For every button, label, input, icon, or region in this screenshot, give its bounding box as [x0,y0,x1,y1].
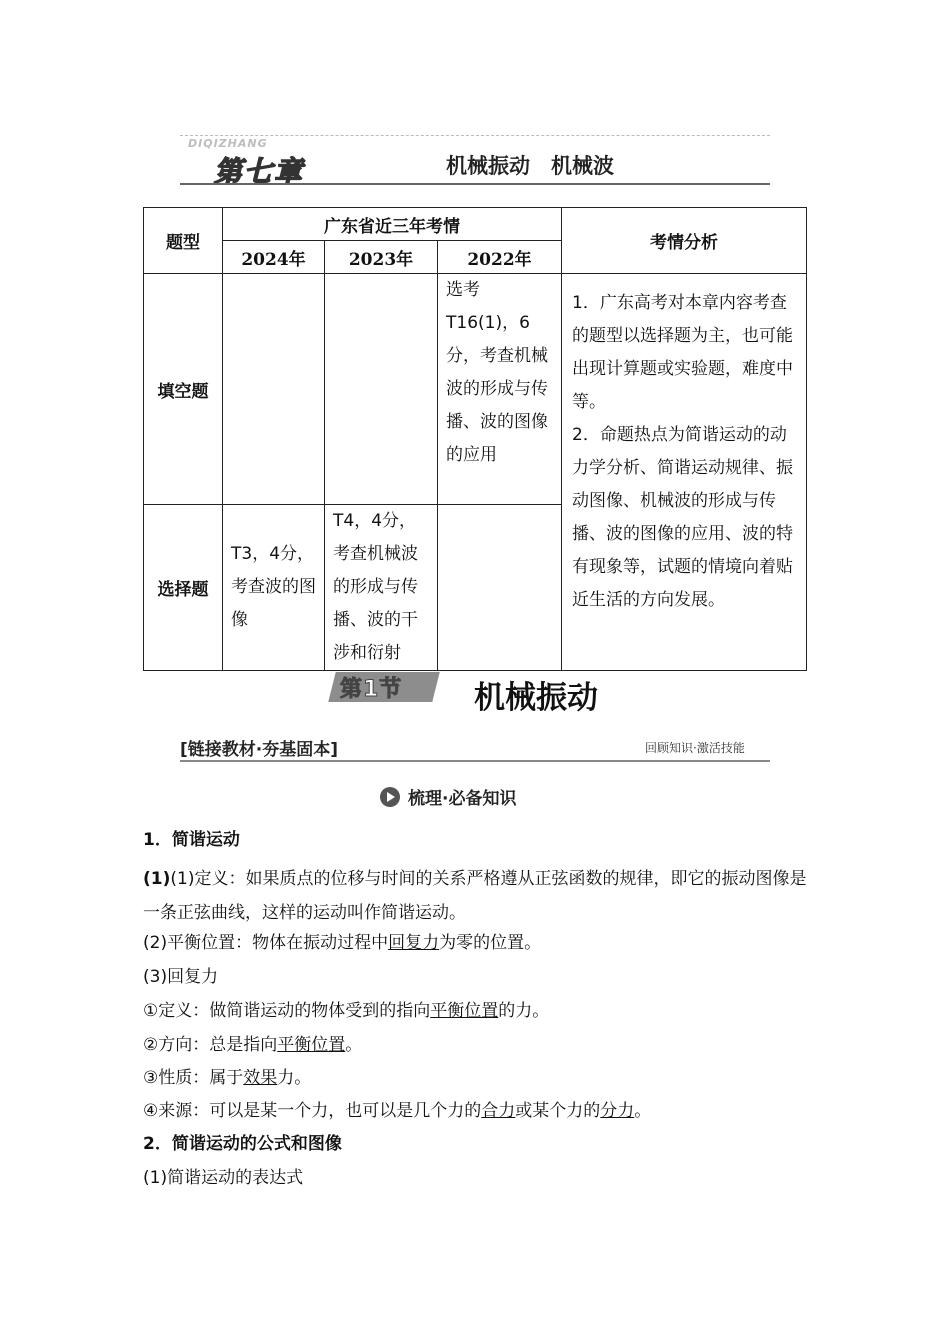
heading-formula-graph: 2．简谐运动的公式和图像 [143,1134,342,1154]
p2-pre: (2)平衡位置：物体在振动过程中 [143,933,389,953]
para-definition: (1)(1)定义：如果质点的位移与时间的关系严格遵从正弦函数的规律，即它的振动图像是一条正弦曲线，这样的运动叫作简谐运动。 [143,869,807,923]
exam-analysis-table [143,207,807,671]
p6-pre: ③性质：属于 [143,1068,244,1088]
blank-restoring-force: 回复力 [388,933,440,953]
chapter-pinyin: DIQIZHANG [188,137,268,150]
cell-choice-2022 [438,505,562,671]
cell-choice-2024: T3，4分，考查波的图像 [223,505,325,671]
blank-component-force: 分力 [600,1101,635,1121]
cell-fill-2022: 选考T16(1)，6分，考查机械波的形成与传播、波的图像的应用 [438,274,562,505]
play-circle-icon [380,787,400,807]
p4-pre: ①定义：做简谐运动的物体受到的指向 [143,1001,431,1021]
p4-post: 的力。 [498,1001,550,1021]
para-expression: (1)简谐运动的表达式 [143,1168,304,1188]
p5-post: 。 [345,1035,363,1055]
row-type-choice: 选择题 [144,505,223,671]
analysis-point-2: 2．命题热点为简谐运动的动力学分析、简谐运动规律、振动图像、机械波的形成与传播、波的图像的应用、波的特有现象等，试题的情境向着贴近生活的方向发展。 [572,425,793,610]
para-rf-definition [143,999,808,1023]
header-year-2023: 2023年 [325,241,438,274]
p5-pre: ②方向：总是指向 [143,1035,278,1055]
p7-post: 。 [634,1101,652,1121]
cell-fill-2023 [325,274,438,505]
cell-choice-2023: T4，4分，考查机械波的形成与传播、波的干涉和衍射 [325,505,438,671]
p7-mid: 或某个力的 [515,1101,601,1121]
para-rf-direction [143,1033,808,1057]
para-equilibrium [143,931,808,955]
header-year-2022: 2022年 [438,241,562,274]
para-restoring-force: (3)回复力 [143,967,219,987]
blank-equilibrium-2: 平衡位置 [277,1035,346,1055]
header-guangdong-exams: 广东省近三年考情 [223,208,562,241]
header-analysis: 考情分析 [562,208,807,274]
review-knowledge-tag: 回顾知识·激活技能 [645,741,745,755]
row-type-fill: 填空题 [144,274,223,505]
section-title: 机械振动 [474,680,598,716]
para-definition-text: (1)定义：如果质点的位移与时间的关系严格遵从正弦函数的规律，即它的振动图像是一条正弦曲线，这样的运动叫作简谐运动。 [143,869,807,923]
p7-pre: ④来源：可以是某一个力，也可以是几个力的 [143,1101,482,1121]
heading-simple-harmonic: 1．简谐运动 [143,830,240,850]
blank-effect: 效果 [243,1068,278,1088]
header-year-2024: 2024年 [223,241,325,274]
chapter-number: 第七章 [214,155,305,188]
blank-equilibrium-1: 平衡位置 [430,1001,499,1021]
analysis-point-1: 1．广东高考对本章内容考查的题型以选择题为主，也可能出现计算题或实验题，难度中等。 [572,293,793,412]
subheading-text: 梳理·必备知识 [408,789,517,809]
link-underline [180,760,770,762]
p2-post: 为零的位置。 [439,933,542,953]
blank-resultant-force: 合力 [481,1101,516,1121]
analysis-cell [562,274,807,671]
para-rf-nature [143,1066,808,1090]
link-textbook-heading: [链接教材·夯基固本] [180,740,338,760]
chapter-top-dotted-line [180,135,770,136]
para-rf-source [143,1099,808,1123]
cell-fill-2024 [223,274,325,505]
chapter-title: 机械振动 机械波 [446,154,614,178]
header-question-type: 题型 [144,208,223,274]
chapter-underline [180,183,770,185]
p6-post: 力。 [277,1068,312,1088]
knowledge-subheading [380,784,516,809]
section-number: 第1节 [340,677,403,702]
